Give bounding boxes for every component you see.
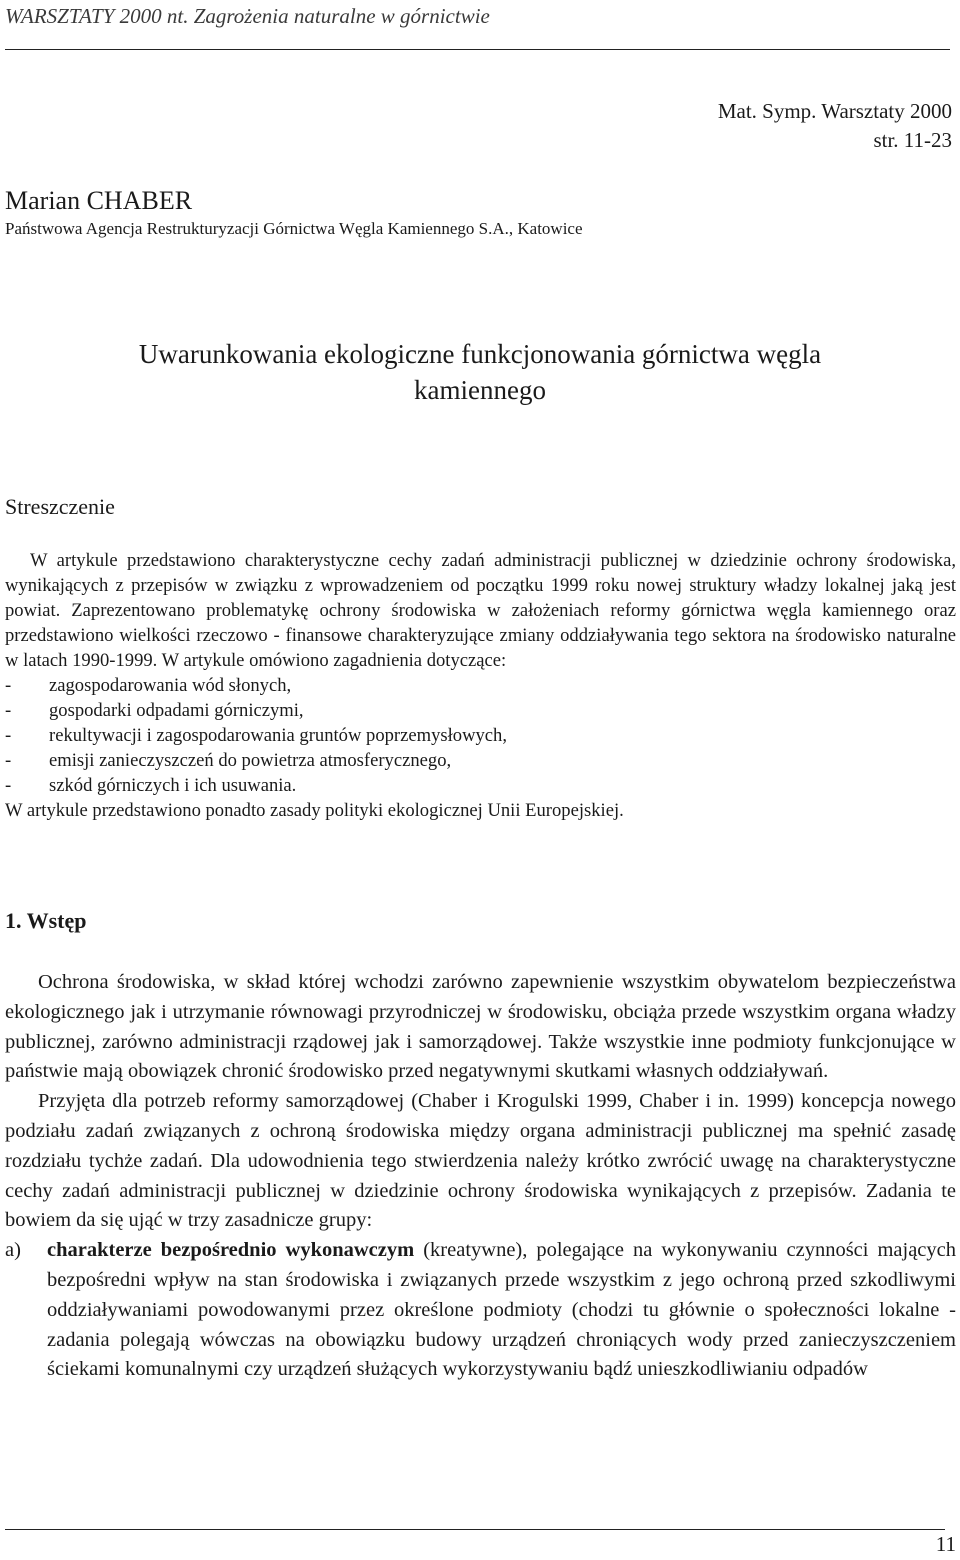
body-paragraph-2: Przyjęta dla potrzeb reformy samorządowej (Chaber i Krogulski 1999, Chaber i in. 1999) koncepcja nowego podziału zadań związanych z ochroną środowiska między organa administracji publicznej ma spełnić zasadę rozdziału tychże zadań. Dla udowodnienia tego stwierdzenia należy krótko zwrócić uwagę na charakterystyczne cechy zadań administracji publicznej w dziedzinie ochrony środowiska wynikających z przepisów. Zadania te bowiem da się ująć w trzy zasadnicze grupy: (5, 1090, 956, 1232)
abstract-topic-list (5, 673, 956, 798)
header-rule (5, 49, 950, 50)
abstract-heading: Streszczenie (5, 494, 115, 519)
list-item (5, 723, 956, 748)
abstract-paragraph: W artykule przedstawiono charakterystyczne cechy zadań administracji publicznej w dziedzinie ochrony środowiska, wynikających z przepisów w związku z wprowadzeniem od początku 1999 roku nowej struktury władzy lokalnej jaką jest powiat. Zaprezentowano problematykę ochrony środowiska w założeniach reformy górnictwa węgla kamiennego oraz przedstawiono wielkości rzeczowo - finansowe charakteryzujące zmiany oddziaływania tego sektora na środowisko naturalne w latach 1990-1999. W artykule omówiono zagadnienia dotyczące: (5, 550, 956, 671)
list-item (5, 773, 956, 798)
abstract-closing: W artykule przedstawiono ponadto zasady polityki ekologicznej Unii Europejskiej. (5, 800, 624, 821)
list-item-text: gospodarki odpadami górniczymi, (49, 700, 304, 721)
author-name: Marian CHABER (5, 186, 193, 215)
list-item-a (5, 1236, 956, 1385)
list-dash: - (5, 750, 12, 771)
section-heading: 1. Wstęp (5, 908, 87, 933)
item-a-text: (kreatywne), polegające na wykonywaniu czynności mających bezpośredni wpływ na stan środowiska i związanych przede wszystkim z jego ochroną przed szkodliwymi oddziaływaniami powodowanymi przez określone podmioty (chodzi tu głównie o społeczności lokalne - zadania polegają wówczas na obowiązku budowy urządzeń chroniących wody przed zanieczyszczeniem ściekami komunalnymi czy urządzeń służących wykorzystywaniu bądź unieszkodliwianiu odpadów (47, 1239, 957, 1381)
author-affiliation: Państwowa Agencja Restrukturyzacji Górnictwa Węgla Kamiennego S.A., Katowice (5, 219, 583, 238)
list-item (5, 673, 956, 698)
list-dash: - (5, 700, 12, 721)
list-marker: a) (5, 1239, 21, 1262)
section-body (5, 968, 956, 1385)
page-number: 11 (935, 1532, 956, 1556)
source-citation: Mat. Symp. Warsztaty 2000 (717, 99, 952, 123)
list-item-text: szkód górniczych i ich usuwania. (49, 775, 297, 796)
list-item-text: rekultywacji i zagospodarowania gruntów poprzemysłowych, (49, 725, 507, 746)
page-range: str. 11-23 (873, 128, 952, 152)
list-item (5, 748, 956, 773)
body-paragraph-1: Ochrona środowiska, w skład której wchodzi zarówno zapewnienie wszystkim obywatelom bezpieczeństwa ekologicznego jak i utrzymanie równowagi przyrodniczej w środowisku, obciąża przede wszystkim organa władzy publicznej, zarówno administracji rządowej jak i samorządowej. Także wszystkie inne podmioty funkcjonujące w państwie mają obowiązek chronić środowisko przed negatywnymi skutkami własnych oddziaływań. (5, 971, 956, 1083)
abstract-body (5, 548, 956, 823)
list-item-text: emisji zanieczyszczeń do powietrza atmosferycznego, (49, 750, 452, 771)
footer-rule (5, 1529, 945, 1530)
title-line-2: kamiennego (414, 375, 546, 405)
item-a-bold-text: charakterze bezpośrednio wykonawczym (47, 1239, 415, 1262)
list-dash: - (5, 675, 12, 696)
list-dash: - (5, 725, 12, 746)
list-dash: - (5, 775, 12, 796)
title-line-1: Uwarunkowania ekologiczne funkcjonowania górnictwa węgla (138, 339, 822, 369)
list-item (5, 698, 956, 723)
list-item-text: zagospodarowania wód słonych, (49, 675, 292, 696)
running-header: WARSZTATY 2000 nt. Zagrożenia naturalne w górnictwie (5, 4, 490, 28)
paper-title (0, 336, 960, 408)
